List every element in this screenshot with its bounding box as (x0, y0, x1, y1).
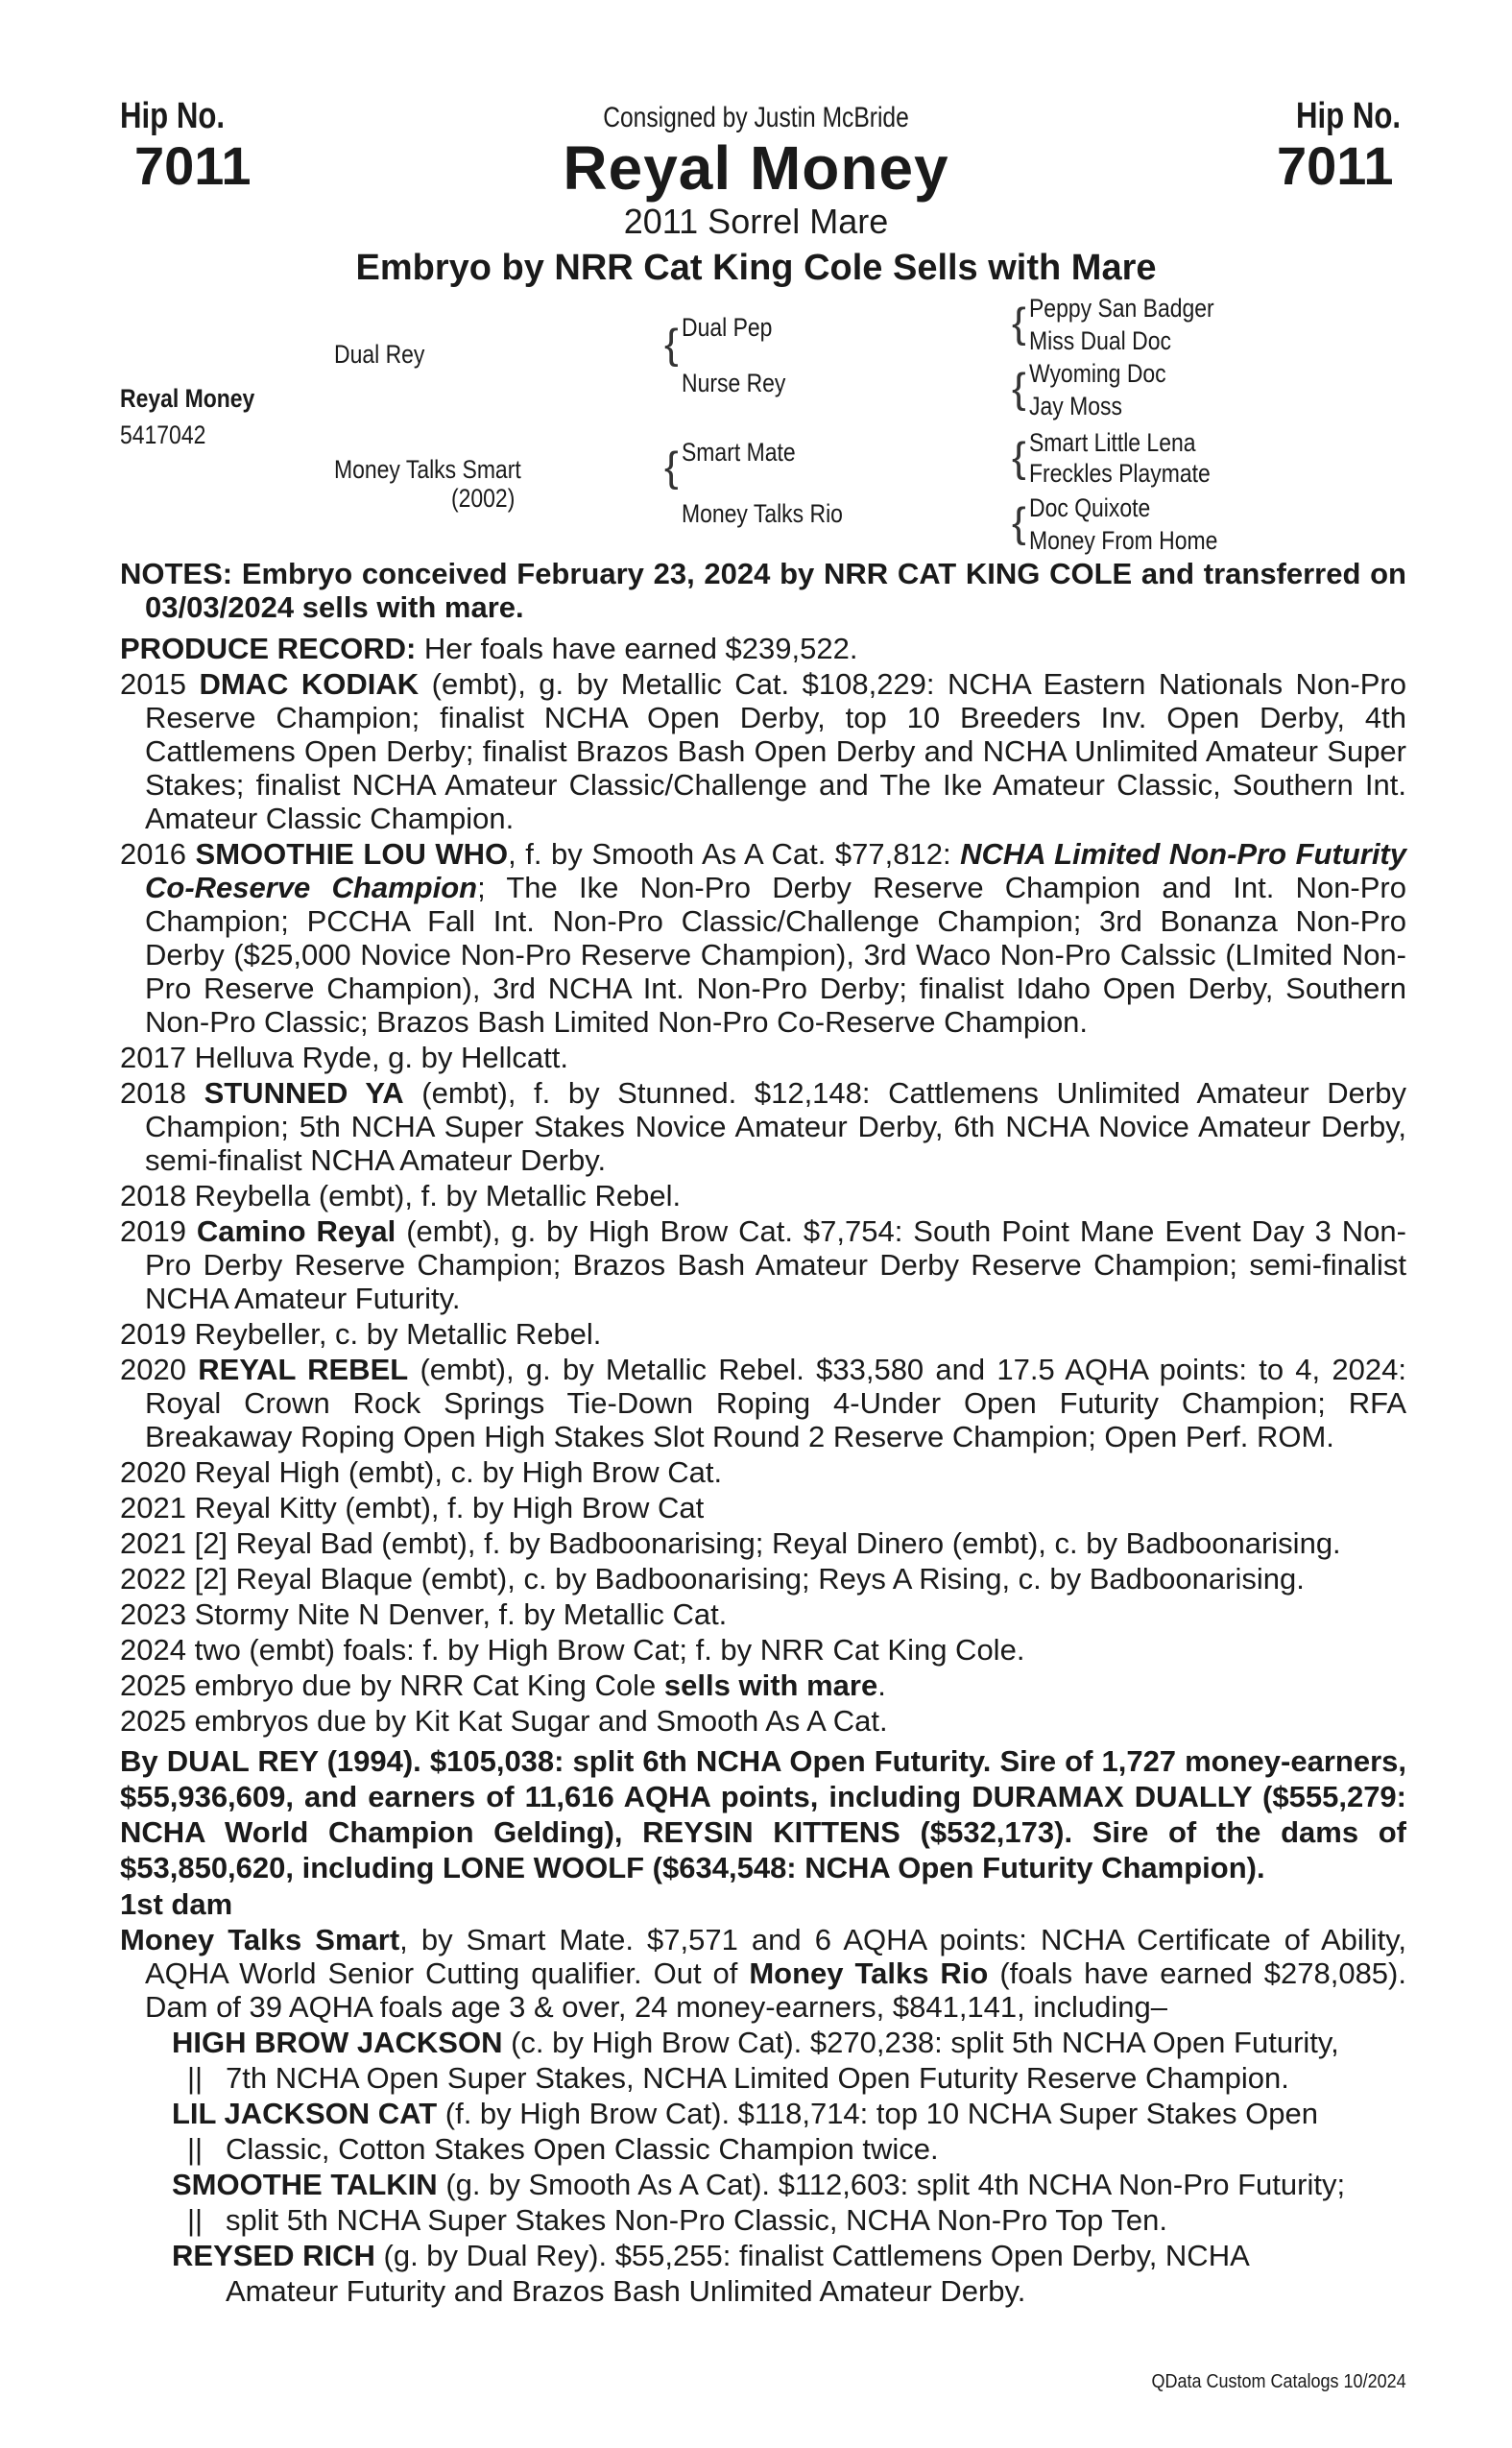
entry-highlight: sells with mare (663, 1668, 878, 1702)
dam-name: Money Talks Smart (120, 1923, 400, 1956)
progeny-continuation (120, 2061, 1406, 2095)
dam-text: , by Smart Mate. $7,571 and 6 AQHA points: NCHA Certificate of Ability, AQHA World Senior Cutting qualifier. Out of (145, 1923, 1406, 1990)
hip-number-right: 7011 (1277, 135, 1394, 196)
pedigree-dam: Money Talks Smart (334, 455, 521, 484)
produce-entry (120, 1353, 1406, 1453)
entry-year: 2015 (120, 667, 186, 701)
produce-record-summary (120, 632, 1406, 665)
consignor: Consigned by Justin McBride (603, 102, 909, 133)
entry-year: 2018 (120, 1076, 186, 1110)
progeny-name: SMOOTHE TALKIN (172, 2168, 438, 2201)
progeny-text: (g. by Dual Rey). $55,255: finalist Cattlemens Open Derby, NCHA (383, 2239, 1250, 2272)
footer-credit: QData Custom Catalogs 10/2024 (1151, 2371, 1406, 2392)
pedigree-g4: Jay Moss (1029, 392, 1122, 420)
brace: { (1012, 434, 1026, 481)
horse-name-title: Reyal Money (563, 133, 949, 203)
entry-year: 2020 (120, 1353, 186, 1386)
hip-label-left: Hip No. (120, 96, 226, 136)
produce-entry (120, 837, 1406, 1039)
produce-record-summary-text: Her foals have earned $239,522. (423, 632, 858, 665)
foal-name: REYAL REBEL (198, 1353, 409, 1386)
entry-text: , f. by Smooth As A Cat. $77,812: (508, 837, 951, 871)
sire-summary: By DUAL REY (1994). $105,038: split 6th NCHA Open Futurity. Sire of 1,727 money-earners, $55,936,609, and earners of 11,616 AQHA points, including DURAMAX DUALLY ($555,279: NCHA World Champion Gelding), REYSIN KITTENS ($532,173). Sire of the dams of $53,850,620, including LONE WOOLF ($634,548: NCHA Open Futurity Champion). (120, 1744, 1406, 1884)
progeny-continuation (120, 2274, 1406, 2308)
progeny-name: REYSED RICH (172, 2239, 375, 2272)
brace: { (664, 321, 679, 368)
first-dam-heading: 1st dam (120, 1887, 233, 1921)
pedigree-sire-sire: Dual Pep (682, 313, 773, 342)
produce-entry: 2021 [2] Reyal Bad (embt), f. by Badboonarising; Reyal Dinero (embt), c. by Badboonarising. (120, 1526, 1341, 1560)
produce-entry (120, 667, 1406, 835)
pedigree-g1: Peppy San Badger (1029, 294, 1214, 323)
progeny-text: (f. by High Brow Cat). $118,714: top 10 NCHA Super Stakes Open (444, 2097, 1318, 2130)
entry-text: (embt), g. by Metallic Rebel. $33,580 and 17.5 AQHA points: to 4, 2024: Royal Crown Rock Springs Tie-Down Roping 4-Under Open Futurity Champion; RFA Breakaway Roping Open High Stakes Slot Round 2 Reserve Champion; Open Perf. ROM. (145, 1353, 1406, 1453)
pedigree-g8: Money From Home (1029, 526, 1218, 555)
granddam-name: Money Talks Rio (749, 1956, 989, 1990)
marker: || (187, 2132, 204, 2166)
marker: || (187, 2203, 204, 2237)
progeny-text: 7th NCHA Open Super Stakes, NCHA Limited Open Futurity Reserve Champion. (226, 2061, 1289, 2095)
pedigree-g6: Freckles Playmate (1029, 459, 1211, 488)
progeny-text: (c. by High Brow Cat). $270,238: split 5th NCHA Open Futurity, (511, 2026, 1339, 2059)
progeny-entry (120, 2097, 1406, 2130)
produce-entry (120, 1668, 1406, 1702)
produce-entry: 2023 Stormy Nite N Denver, f. by Metallic Cat. (120, 1597, 728, 1631)
pedigree-g7: Doc Quixote (1029, 493, 1151, 522)
entry-text: ; The Ike Non-Pro Derby Reserve Champion and Int. Non-Pro Champion; PCCHA Fall Int. Non-Pro Classic/Challenge Champion; 3rd Bonanza Non-Pro Derby ($25,000 Novice Non-Pro Reserve Champion), 3rd Waco Non-Pro Calssic (LImited Non-Pro Reserve Champion), 3rd NCHA Int. Non-Pro Derby; finalist Idaho Open Derby, Southern Non-Pro Classic; Brazos Bash Limited Non-Pro Co-Reserve Champion. (145, 871, 1406, 1039)
produce-entry: 2021 Reyal Kitty (embt), f. by High Brow Cat (120, 1491, 705, 1524)
entry-text: (embt), f. by Stunned. $12,148: Cattlemens Unlimited Amateur Derby Champion; 5th NCHA Super Stakes Novice Amateur Derby, 6th NCHA Novice Amateur Derby, semi-finalist NCHA Amateur Derby. (145, 1076, 1406, 1177)
progeny-text: split 5th NCHA Super Stakes Non-Pro Classic, NCHA Non-Pro Top Ten. (226, 2203, 1167, 2237)
progeny-text: Classic, Cotton Stakes Open Classic Champion twice. (226, 2132, 939, 2166)
pedigree-sire: Dual Rey (334, 340, 425, 369)
produce-entry (120, 1214, 1406, 1315)
produce-entry: 2018 Reybella (embt), f. by Metallic Rebel. (120, 1179, 682, 1212)
hip-number-left: 7011 (134, 135, 252, 196)
embryo-headline: Embryo by NRR Cat King Cole Sells with Mare (355, 248, 1157, 288)
notes: NOTES: Embryo conceived February 23, 2024 by NRR CAT KING COLE and transferred on 03/03/2024 sells with mare. (120, 557, 1406, 624)
horse-description: 2011 Sorrel Mare (623, 202, 889, 241)
pedigree-reg-number: 5417042 (120, 420, 206, 449)
brace: { (1012, 365, 1026, 412)
entry-highlight: NCHA Limited Non-Pro Futurity Co-Reserve Champion (145, 837, 1406, 904)
foal-name: Camino Reyal (196, 1214, 396, 1248)
pedigree-subject: Reyal Money (120, 384, 255, 413)
pedigree-dam-year: (2002) (451, 484, 516, 513)
progeny-entry (120, 2239, 1406, 2272)
entry-year: 2019 (120, 1214, 186, 1248)
produce-record-label: PRODUCE RECORD: (120, 632, 417, 665)
produce-entry: 2025 embryos due by Kit Kat Sugar and Smooth As A Cat. (120, 1704, 888, 1738)
produce-entry: 2022 [2] Reyal Blaque (embt), c. by Badboonarising; Reys A Rising, c. by Badboonarising. (120, 1562, 1305, 1596)
progeny-continuation (120, 2132, 1406, 2166)
progeny-text: (g. by Smooth As A Cat). $112,603: split 4th NCHA Non-Pro Futurity; (445, 2168, 1346, 2201)
first-dam-entry (120, 1923, 1406, 2024)
pedigree-dam-sire: Smart Mate (682, 438, 796, 467)
progeny-entry (120, 2026, 1406, 2059)
pedigree-sire-dam: Nurse Rey (682, 369, 786, 397)
pedigree-dam-dam: Money Talks Rio (682, 499, 843, 528)
produce-entry (120, 1076, 1406, 1177)
dam-text: (foals have earned $278,085). Dam of 39 AQHA foals age 3 & over, 24 money-earners, $841,141, including– (145, 1956, 1406, 2024)
produce-entry: 2019 Reybeller, c. by Metallic Rebel. (120, 1317, 602, 1351)
progeny-name: LIL JACKSON CAT (172, 2097, 438, 2130)
foal-name: DMAC KODIAK (199, 667, 420, 701)
progeny-entry (120, 2168, 1406, 2201)
entry-text: 2025 embryo due by NRR Cat King Cole (120, 1668, 657, 1702)
produce-entry: 2020 Reyal High (embt), c. by High Brow Cat. (120, 1455, 723, 1489)
pedigree-g5: Smart Little Lena (1029, 428, 1196, 457)
catalog-body (120, 557, 1406, 2310)
entry-text: . (877, 1668, 886, 1702)
produce-entry: 2024 two (embt) foals: f. by High Brow Cat; f. by NRR Cat King Cole. (120, 1633, 1025, 1667)
progeny-text: Amateur Futurity and Brazos Bash Unlimited Amateur Derby. (226, 2274, 1026, 2308)
progeny-name: HIGH BROW JACKSON (172, 2026, 503, 2059)
marker: || (187, 2061, 204, 2095)
pedigree-g3: Wyoming Doc (1029, 359, 1166, 388)
brace: { (1012, 300, 1026, 347)
hip-label-right: Hip No. (1296, 96, 1402, 136)
foal-name: SMOOTHIE LOU WHO (195, 837, 509, 871)
foal-name: STUNNED YA (204, 1076, 404, 1110)
pedigree-g2: Miss Dual Doc (1029, 326, 1171, 355)
brace: { (664, 444, 679, 491)
entry-year: 2016 (120, 837, 186, 871)
progeny-continuation (120, 2203, 1406, 2237)
produce-entry: 2017 Helluva Ryde, g. by Hellcatt. (120, 1041, 568, 1074)
brace: { (1012, 499, 1026, 546)
entry-text: (embt), g. by Metallic Cat. $108,229: NCHA Eastern Nationals Non-Pro Reserve Champion; finalist NCHA Open Derby, top 10 Breeders Inv. Open Derby, 4th Cattlemens Open Derby; finalist Brazos Bash Open Derby and NCHA Unlimited Amateur Super Stakes; finalist NCHA Amateur Classic/Challenge and The Ike Amateur Classic, Southern Int. Amateur Classic Champion. (145, 667, 1406, 835)
entry-text: (embt), g. by High Brow Cat. $7,754: South Point Mane Event Day 3 Non-Pro Derby Reserve Champion; Brazos Bash Amateur Derby Reserve Champion; semi-finalist NCHA Amateur Futurity. (145, 1214, 1406, 1315)
